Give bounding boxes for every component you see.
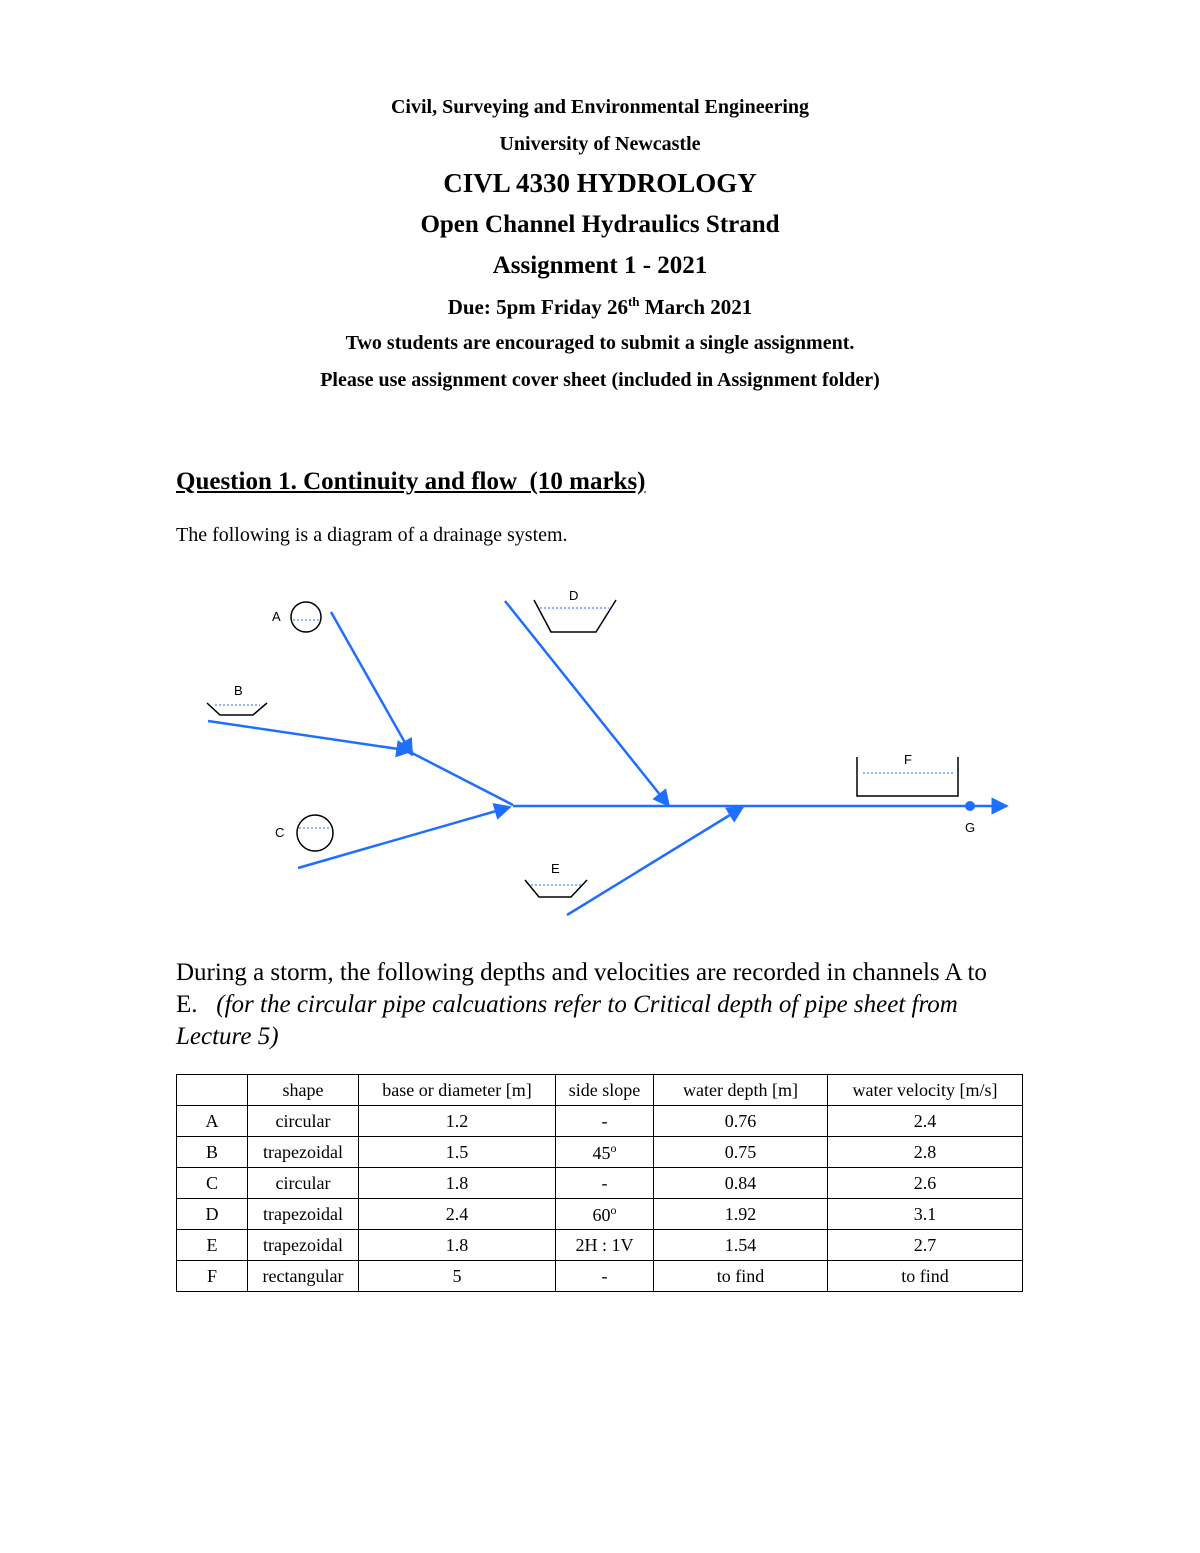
table-cell: - [556, 1168, 654, 1199]
section-e-shape [525, 880, 587, 897]
question-heading: Question 1. Continuity and flow (10 marks) [176, 468, 646, 495]
label-f: F [904, 752, 912, 767]
table-cell: 0.76 [654, 1106, 828, 1137]
storm-text: During a storm, the following depths and velocities are recorded in channels A to E. [176, 959, 987, 1018]
table-cell: circular [248, 1106, 359, 1137]
label-c: C [275, 825, 285, 840]
question-intro: The following is a diagram of a drainage system. [176, 524, 568, 546]
table-cell: 1.92 [654, 1199, 828, 1230]
table-cell: E [177, 1230, 248, 1261]
assignment-title: Assignment 1 - 2021 [492, 252, 708, 279]
channel-c-line [298, 807, 510, 868]
due-prefix: Due: 5pm Friday 26 [447, 295, 628, 319]
table-cell: B [177, 1137, 248, 1168]
channel-e-line [567, 807, 743, 915]
course-title: CIVL 4330 HYDROLOGY [443, 168, 757, 198]
due-suffix: March 2021 [639, 295, 753, 319]
table-cell: to find [654, 1261, 828, 1292]
table-row [177, 1261, 1023, 1292]
table-row [177, 1230, 1023, 1261]
table-cell: 1.8 [359, 1230, 556, 1261]
section-d-shape [534, 600, 616, 632]
storm-paragraph [176, 957, 1036, 1053]
table-cell: trapezoidal [248, 1137, 359, 1168]
table-cell: 2H : 1V [556, 1230, 654, 1261]
due-date [0, 294, 1200, 320]
degree-sup: o [610, 1202, 617, 1217]
table-header-cell: water depth [m] [654, 1075, 828, 1106]
table-cell: - [556, 1261, 654, 1292]
channel-b-line [208, 721, 412, 751]
table-cell: trapezoidal [248, 1199, 359, 1230]
table-cell: 2.4 [828, 1106, 1023, 1137]
cover-sheet-note: Please use assignment cover sheet (included in Assignment folder) [320, 369, 880, 391]
table-cell: 1.8 [359, 1168, 556, 1199]
table-cell: 2.8 [828, 1137, 1023, 1168]
label-b: B [234, 683, 243, 698]
table-cell: 1.54 [654, 1230, 828, 1261]
table-row [177, 1106, 1023, 1137]
strand-title: Open Channel Hydraulics Strand [420, 211, 780, 238]
section-a-circle [291, 602, 321, 632]
table-header-row [177, 1075, 1023, 1106]
channel-a-line [331, 612, 412, 755]
channel-data-table [176, 1074, 1023, 1292]
table-cell: circular [248, 1168, 359, 1199]
table-cell: 1.5 [359, 1137, 556, 1168]
department-title: Civil, Surveying and Environmental Engineering [390, 96, 810, 118]
table-row [177, 1137, 1023, 1168]
label-g: G [965, 820, 976, 835]
table-cell: 1.2 [359, 1106, 556, 1137]
table-cell: 0.75 [654, 1137, 828, 1168]
table-cell: 2.6 [828, 1168, 1023, 1199]
table-cell: A [177, 1106, 248, 1137]
section-c-circle [297, 815, 333, 851]
table-cell: rectangular [248, 1261, 359, 1292]
degree-sup: o [610, 1140, 617, 1155]
table-header-cell: water velocity [m/s] [828, 1075, 1023, 1106]
table-cell: 2.4 [359, 1199, 556, 1230]
table-cell: 45$^o$ [556, 1137, 654, 1168]
table-row [177, 1168, 1023, 1199]
table-cell: 5 [359, 1261, 556, 1292]
university-title: University of Newcastle [499, 133, 701, 155]
outlet-g-dot [965, 801, 975, 811]
due-sup: th [627, 294, 640, 309]
drainage-diagram [195, 585, 1025, 930]
table-cell: 3.1 [828, 1199, 1023, 1230]
table-cell: 2.7 [828, 1230, 1023, 1261]
table-cell: - [556, 1106, 654, 1137]
table-header-cell: side slope [556, 1075, 654, 1106]
table-row [177, 1199, 1023, 1230]
table-cell: to find [828, 1261, 1023, 1292]
label-e: E [551, 861, 560, 876]
table-cell: F [177, 1261, 248, 1292]
table-cell: C [177, 1168, 248, 1199]
table-cell: 60$^o$ [556, 1199, 654, 1230]
table-header-cell [177, 1075, 248, 1106]
label-d: D [569, 588, 579, 603]
label-a: A [272, 609, 281, 624]
storm-italic-note: (for the circular pipe calcuations refer to Critical depth of pipe sheet from Lecture 5) [176, 991, 958, 1050]
channel-ab-line [412, 753, 513, 805]
table-header-cell: base or diameter [m] [359, 1075, 556, 1106]
group-note: Two students are encouraged to submit a single assignment. [345, 332, 855, 354]
table-cell: trapezoidal [248, 1230, 359, 1261]
table-header-cell: shape [248, 1075, 359, 1106]
table-cell: 0.84 [654, 1168, 828, 1199]
table-cell: D [177, 1199, 248, 1230]
table-body [177, 1075, 1023, 1292]
